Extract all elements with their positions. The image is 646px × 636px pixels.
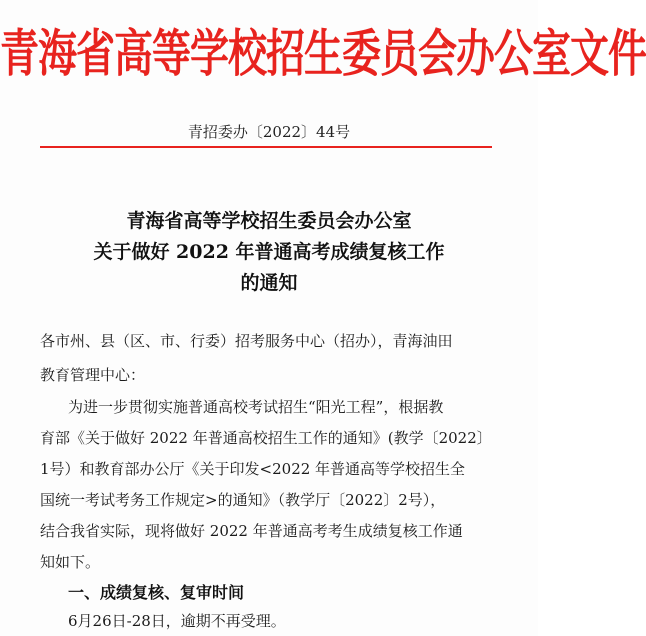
notice-title-line-1: 青海省高等学校招生委员会办公室 [126,210,412,232]
notice-title-line-3: 的通知 [240,272,298,294]
section-1-text: 6月26日-28日，逾期不再受理。 [68,612,286,630]
masthead-title: 青海省高等学校招生委员会办公室文件 [0,24,646,85]
section-1-heading: 一、成绩复核、复审时间 [68,583,245,602]
paragraph-line-1: 为进一步贯彻实施普通高校考试招生“阳光工程”，根据教 [68,398,444,416]
red-divider-line [40,146,492,148]
paragraph-line-3: 1号）和教育部办公厅《关于印发<2022 年普通高等学校招生全 [40,460,466,478]
paragraph-line-4: 国统一考试考务工作规定>的通知》（教学厅〔2022〕2号）， [40,491,446,509]
notice-title-line-2: 关于做好 2022 年普通高考成绩复核工作 [93,241,445,263]
salutation-line-1: 各市州、县（区、市、行委）招考服务中心（招办），青海油田 [40,332,453,350]
paragraph-line-2: 育部《关于做好 2022 年普通高校招生工作的通知》(教学〔2022〕 [40,429,492,447]
paragraph-line-5: 结合我省实际，现将做好 2022 年普通高考考生成绩复核工作通 [40,522,463,540]
salutation-line-2: 教育管理中心： [40,366,146,384]
document-number: 青招委办〔2022〕44号 [187,123,351,141]
paragraph-line-6: 知如下。 [40,553,101,571]
